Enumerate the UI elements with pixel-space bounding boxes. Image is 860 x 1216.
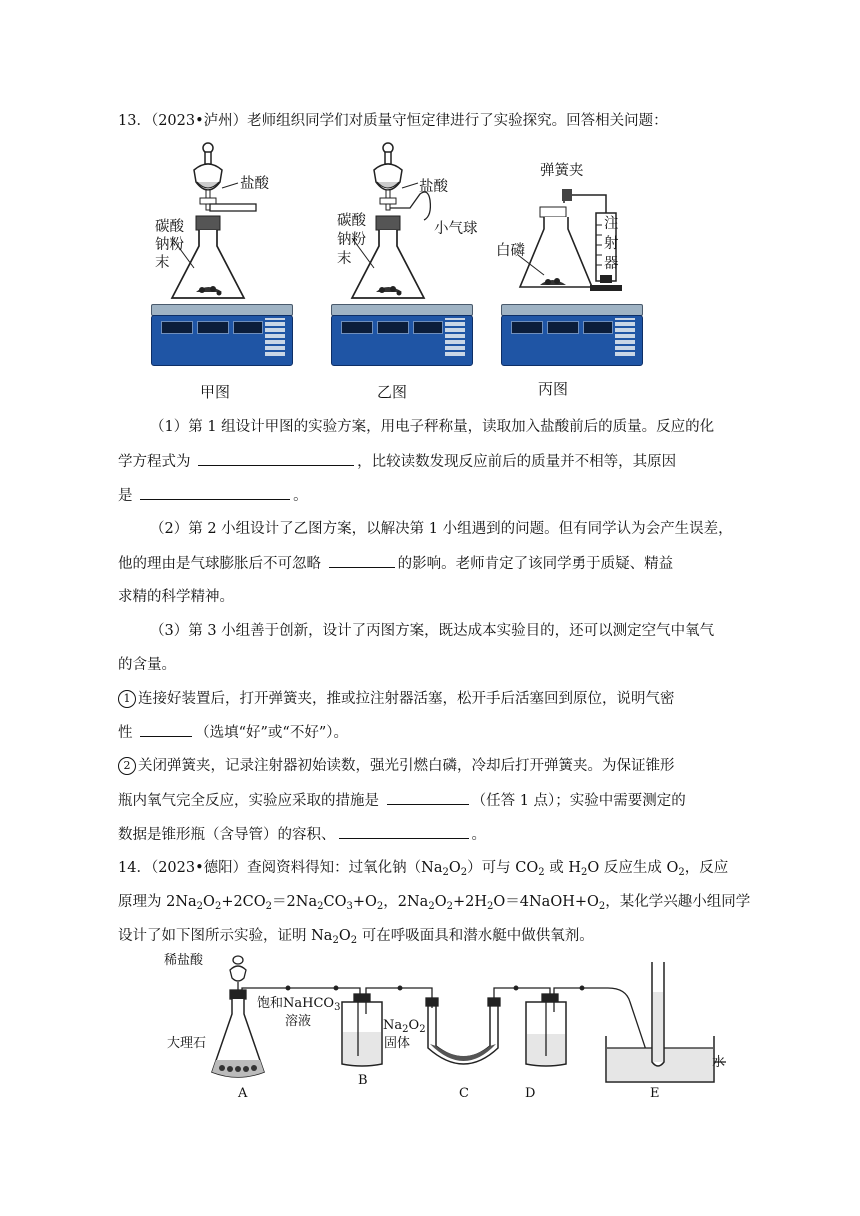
yi-solid-label-1: 碳酸	[337, 213, 366, 229]
label-A: A	[238, 1086, 248, 1101]
q13-part2-text-a: 他的理由是气球膨胀后不可忽略	[118, 556, 326, 572]
yi-solid-label-2: 钠粉	[337, 232, 366, 248]
label-C: C	[459, 1086, 469, 1101]
caption-yi: 乙图	[377, 383, 408, 401]
answer-blank-equation[interactable]	[198, 451, 354, 466]
q13-step2-line1	[118, 756, 745, 776]
label-D: D	[525, 1086, 536, 1101]
q14-line2: 原理为 $2Na_2O_2+2CO_2=2Na_2CO_3+O_2$，$2Na_2O_2+2H_2O=4NaOH+O_2$，某化学兴趣小组同学	[118, 894, 751, 912]
label-water: 水	[712, 1055, 726, 1070]
q13-part1-line3	[118, 485, 745, 506]
label-na2o2: $Na_2O_2$	[383, 1018, 426, 1035]
q13-step2-text-e: 。	[471, 827, 486, 843]
step-number-2: 2	[118, 757, 136, 775]
q13-part1-text-a: 学方程式为	[118, 454, 196, 470]
answer-blank-reason[interactable]	[140, 485, 290, 500]
scale-jia	[151, 304, 291, 364]
q13-step1-text-b: 性	[118, 725, 138, 741]
q13-step2-text-c: （任答 1 点）；实验中需要测定的	[471, 793, 686, 809]
q13-part3-line1: （3）第 3 小组善于创新，设计了丙图方案，既达成本实验目的，还可以测定空气中氧气	[150, 623, 715, 639]
label-saturated: 饱和NaHCO$_3$	[257, 996, 341, 1013]
bing-syringe-label-3: 器	[604, 256, 619, 272]
caption-bing: 丙图	[538, 380, 569, 398]
scale-yi	[331, 304, 471, 364]
q13-step1-text-a: 连接好装置后，打开弹簧夹，推或拉注射器活塞，松开手后活塞回到原位，说明气密	[138, 691, 675, 707]
answer-blank-data[interactable]	[339, 824, 469, 839]
q13-part1-text-b: ，比较读数发现反应前后的质量并不相等，其原因	[357, 454, 677, 470]
label-E: E	[650, 1086, 660, 1101]
q14-line1: 14．（2023•德阳）查阅资料得知：过氧化钠$(Na_2O_2)$可与 $CO_2$ 或 $H_2O$ 反应生成 $O_2$，反应	[118, 860, 729, 878]
q13-part2-line3: 求精的科学精神。	[118, 589, 234, 605]
jia-acid-label: 盐酸	[240, 176, 269, 192]
answer-blank-airtight[interactable]	[140, 722, 192, 737]
step-number-1: 1	[118, 690, 136, 708]
bing-syringe-label-2: 射	[604, 236, 619, 252]
q13-part1-line2	[118, 451, 745, 472]
q13-step2-line2	[118, 790, 745, 811]
caption-jia: 甲图	[200, 383, 231, 401]
q13-part2-text-b: 的影响。老师肯定了该同学勇于质疑、精益	[397, 556, 674, 572]
q13-part3-line2: 的含量。	[118, 657, 176, 673]
q13-stem: 13．（2023•泸州）老师组织同学们对质量守恒定律进行了实验探究。回答相关问题：	[118, 113, 668, 129]
q13-step1-line1	[118, 689, 745, 709]
answer-blank-balloon[interactable]	[329, 553, 395, 568]
yi-acid-label: 盐酸	[419, 179, 448, 195]
answer-blank-measure[interactable]	[387, 790, 469, 805]
jia-solid-label-1: 碳酸	[155, 219, 184, 235]
q13-part2-line1: （2）第 2 小组设计了乙图方案，以解决第 1 小组遇到的问题。但有同学认为会产生误差，	[150, 521, 733, 537]
label-solid: 固体	[384, 1036, 411, 1051]
label-B: B	[358, 1073, 368, 1088]
q13-part1-text-d: 。	[293, 488, 308, 504]
yi-balloon-label: 小气球	[434, 221, 478, 237]
yi-solid-label-3: 末	[337, 251, 352, 267]
q13-step2-text-d: 数据是锥形瓶（含导管）的容积、	[118, 827, 336, 843]
bing-clamp-label: 弹簧夹	[540, 163, 584, 179]
q13-step2-text-a: 关闭弹簧夹，记录注射器初始读数，强光引燃白磷，冷却后打开弹簧夹。为保证锥形	[138, 758, 675, 774]
scale-bing	[501, 304, 641, 364]
label-dilute-hcl: 稀盐酸	[164, 953, 204, 968]
label-marble: 大理石	[167, 1036, 207, 1051]
label-solution: 溶液	[285, 1014, 312, 1029]
q13-step1-line2	[118, 722, 745, 743]
bing-syringe-label-1: 注	[604, 216, 619, 232]
q13-part2-line2	[118, 553, 745, 574]
q13-step2-line3	[118, 824, 745, 845]
q13-part1-line1: （1）第 1 组设计甲图的实验方案，用电子秤称量，读取加入盐酸前后的质量。反应的化	[150, 419, 715, 435]
bing-phos-label: 白磷	[496, 243, 525, 259]
q13-part1-text-c: 是	[118, 488, 138, 504]
jia-solid-label-3: 末	[155, 255, 170, 271]
q14-apparatus-drawing	[160, 952, 740, 1087]
q13-step2-text-b: 瓶内氧气完全反应，实验应采取的措施是	[118, 793, 384, 809]
jia-solid-label-2: 钠粉	[155, 237, 184, 253]
q14-line3: 设计了如下图所示实验，证明 $Na_2O_2$ 可在呼吸面具和潜水艇中做供氧剂。	[118, 928, 594, 946]
q13-step1-text-c: （选填“好”或“不好”）。	[195, 725, 349, 741]
